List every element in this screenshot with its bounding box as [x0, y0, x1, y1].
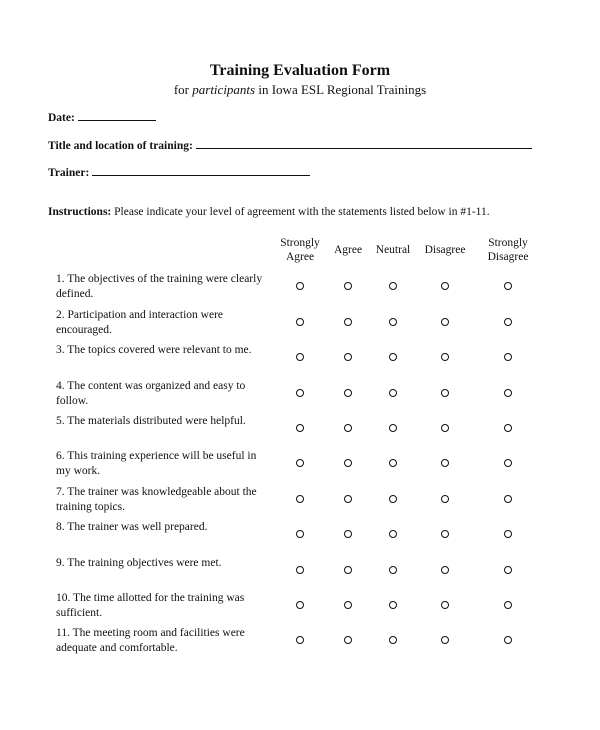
rating-radio[interactable]: [504, 636, 512, 644]
scale-header: [376, 243, 410, 257]
rating-radio[interactable]: [389, 424, 397, 432]
rating-radio[interactable]: [441, 389, 449, 397]
instructions-text: Please indicate your level of agreement with the statements listed below in #1-11.: [111, 206, 490, 218]
scale-header-line1: Neutral: [375, 244, 411, 256]
scale-header-line1: Disagree: [424, 244, 466, 256]
rating-radio[interactable]: [296, 601, 304, 609]
question-text: 8. The trainer was well prepared.: [56, 521, 208, 533]
scale-header-line1: Agree: [333, 244, 363, 256]
scale-header: [334, 243, 362, 257]
rating-radio[interactable]: [344, 636, 352, 644]
rating-radio[interactable]: [389, 389, 397, 397]
rating-radio[interactable]: [296, 424, 304, 432]
rating-radio[interactable]: [296, 282, 304, 290]
rating-radio[interactable]: [389, 636, 397, 644]
scale-header-line2: Agree: [285, 251, 315, 263]
rating-radio[interactable]: [504, 601, 512, 609]
rating-radio[interactable]: [441, 459, 449, 467]
rating-radio[interactable]: [344, 282, 352, 290]
rating-radio[interactable]: [344, 353, 352, 361]
scale-header-line1: Strongly: [280, 237, 320, 249]
rating-radio[interactable]: [504, 530, 512, 538]
rating-radio[interactable]: [389, 566, 397, 574]
title-location-field: [48, 138, 532, 152]
question-text: 5. The materials distributed were helpful.: [56, 415, 246, 427]
title-location-label: Title and location of training:: [48, 140, 193, 152]
rating-radio[interactable]: [441, 495, 449, 503]
rating-radio[interactable]: [441, 601, 449, 609]
rating-radio[interactable]: [389, 318, 397, 326]
scale-header: [425, 243, 466, 257]
rating-radio[interactable]: [441, 424, 449, 432]
question-text: 9. The training objectives were met.: [56, 557, 222, 569]
trainer-label: Trainer:: [48, 167, 90, 179]
rating-radio[interactable]: [504, 318, 512, 326]
question-text: 10. The time allotted for the training was sufficient.: [56, 592, 245, 619]
question-text: 7. The trainer was knowledgeable about the training topics.: [56, 486, 257, 513]
rating-radio[interactable]: [389, 459, 397, 467]
rating-radio[interactable]: [389, 282, 397, 290]
rating-radio[interactable]: [296, 566, 304, 574]
rating-radio[interactable]: [504, 566, 512, 574]
date-input-line[interactable]: [78, 110, 156, 121]
rating-radio[interactable]: [296, 353, 304, 361]
rating-radio[interactable]: [296, 459, 304, 467]
rating-radio[interactable]: [389, 601, 397, 609]
rating-radio[interactable]: [296, 389, 304, 397]
subtitle-prefix: for: [173, 82, 193, 97]
rating-radio[interactable]: [296, 495, 304, 503]
scale-header: [280, 236, 320, 264]
rating-radio[interactable]: [441, 282, 449, 290]
question-text: 1. The objectives of the training were clearly defined.: [56, 273, 263, 300]
date-field: [48, 110, 156, 124]
instructions-label: Instructions:: [48, 206, 112, 218]
rating-radio[interactable]: [344, 318, 352, 326]
question-text: 11. The meeting room and facilities were adequate and comfortable.: [56, 627, 245, 654]
question-text: 6. This training experience will be useful in my work.: [56, 450, 257, 477]
rating-radio[interactable]: [344, 389, 352, 397]
rating-radio[interactable]: [504, 495, 512, 503]
question-text: 2. Participation and interaction were encouraged.: [56, 309, 224, 336]
question-text: 4. The content was organized and easy to follow.: [56, 380, 246, 407]
rating-radio[interactable]: [441, 636, 449, 644]
rating-radio[interactable]: [296, 318, 304, 326]
form-title: Training Evaluation Form: [209, 62, 391, 79]
rating-radio[interactable]: [441, 566, 449, 574]
rating-radio[interactable]: [344, 424, 352, 432]
trainer-field: [48, 165, 310, 179]
rating-radio[interactable]: [296, 530, 304, 538]
rating-radio[interactable]: [441, 530, 449, 538]
rating-radio[interactable]: [504, 459, 512, 467]
rating-radio[interactable]: [504, 424, 512, 432]
subtitle-suffix: in Iowa ESL Regional Trainings: [255, 82, 427, 97]
rating-radio[interactable]: [344, 495, 352, 503]
rating-radio[interactable]: [344, 566, 352, 574]
rating-radio[interactable]: [389, 495, 397, 503]
scale-header-line1: Strongly: [488, 237, 528, 249]
rating-radio[interactable]: [504, 353, 512, 361]
scale-header-line2: Disagree: [487, 251, 529, 263]
question-text: 3. The topics covered were relevant to me.: [56, 344, 252, 356]
date-label: Date:: [48, 112, 75, 124]
scale-header: [488, 236, 529, 264]
rating-radio[interactable]: [344, 530, 352, 538]
form-subtitle: [0, 82, 600, 98]
rating-radio[interactable]: [344, 459, 352, 467]
rating-radio[interactable]: [504, 389, 512, 397]
rating-radio[interactable]: [344, 601, 352, 609]
rating-radio[interactable]: [441, 318, 449, 326]
rating-radio[interactable]: [389, 353, 397, 361]
trainer-input-line[interactable]: [92, 165, 310, 176]
rating-radio[interactable]: [441, 353, 449, 361]
instructions: [48, 206, 490, 218]
subtitle-emphasis: participants: [192, 82, 256, 97]
rating-radio[interactable]: [504, 282, 512, 290]
rating-radio[interactable]: [389, 530, 397, 538]
title-location-input-line[interactable]: [196, 138, 532, 149]
rating-radio[interactable]: [296, 636, 304, 644]
